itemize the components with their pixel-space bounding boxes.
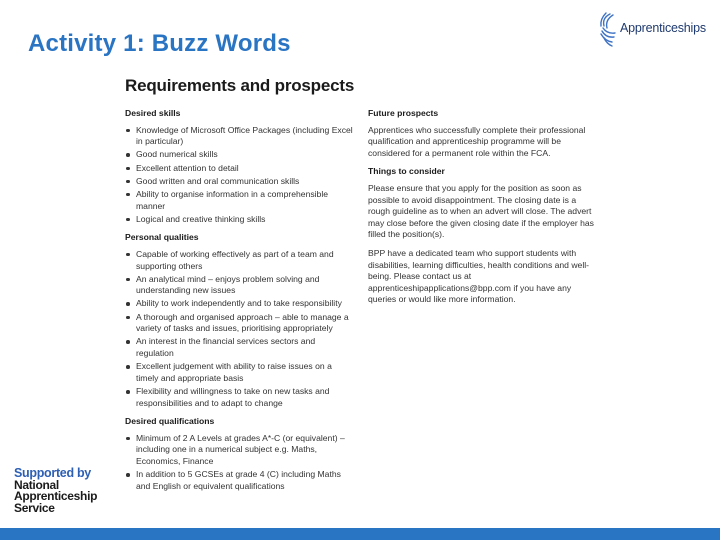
list-item: Excellent judgement with ability to raise issues on a timely and appropriate basis [125, 361, 355, 384]
list-item: An analytical mind – enjoys problem solving and understanding new issues [125, 274, 355, 297]
right-column [368, 108, 594, 313]
list-item: Ability to work independently and to take responsibility [125, 298, 355, 310]
bottom-bar [0, 528, 720, 540]
supported-by-logo [14, 468, 97, 514]
paragraph: BPP have a dedicated team who support students with disabilities, learning difficulties, health conditions and well-being. Please contact us at apprenticeshipapplications@bpp.com if you have any queries or would like more information. [368, 247, 590, 305]
apprenticeships-logo [598, 10, 708, 48]
list-item: Flexibility and willingness to take on new tasks and responsibilities and to adapt to change [125, 386, 355, 409]
logo-text: Apprenticeships [620, 21, 706, 35]
list-item: Knowledge of Microsoft Office Packages (including Excel in particular) [125, 125, 355, 148]
section-heading: Personal qualities [125, 232, 199, 243]
list-item: Excellent attention to detail [125, 163, 355, 175]
nas-text-line: National [14, 477, 59, 492]
section-heading: Things to consider [368, 166, 445, 177]
slide-title: Activity 1: Buzz Words [28, 30, 291, 57]
section-heading: Desired qualifications [125, 416, 215, 427]
future-prospects-section [368, 108, 594, 159]
list-item: Good numerical skills [125, 149, 355, 161]
list-item: Logical and creative thinking skills [125, 214, 355, 226]
list-item: Ability to organise information in a comprehensible manner [125, 189, 355, 212]
list-item: In addition to 5 GCSEs at grade 4 (C) including Maths and English or equivalent qualifications [125, 469, 355, 492]
left-column [125, 108, 355, 499]
list-item: An interest in the financial services sectors and regulation [125, 336, 355, 359]
section-heading: Future prospects [368, 108, 439, 118]
personal-qualities-section [125, 232, 355, 409]
list-item: Minimum of 2 A Levels at grades A*-C (or equivalent) – including one in a numerical subject e.g. Maths, Economics, Finance [125, 433, 355, 468]
apprenticeships-swirl-icon [598, 10, 620, 48]
paragraph: Please ensure that you apply for the position as soon as possible to avoid disappointment. The closing date is a rough guideline as to when an advert will close. The advert may close before the given closing date if the employer has filled the position(s). [368, 182, 594, 240]
nas-text-line: Apprenticeship [14, 489, 98, 503]
desired-qualifications-section [125, 416, 355, 492]
paragraph: Apprentices who successfully complete their professional qualification and apprenticeship programme will be considered for a permanent role within the FCA. [368, 124, 586, 158]
supported-by-text: Supported by [14, 466, 91, 480]
document-image [118, 72, 598, 518]
document-heading: Requirements and prospects [125, 76, 355, 95]
desired-skills-section [125, 108, 355, 225]
nas-text-line: Service [14, 500, 55, 515]
list-item: A thorough and organised approach – able to manage a variety of tasks and issues, prioritising appropriately [125, 312, 355, 335]
things-to-consider-section [368, 166, 594, 306]
list-item: Good written and oral communication skills [125, 176, 355, 188]
section-heading: Desired skills [125, 108, 181, 118]
list-item: Capable of working effectively as part of a team and supporting others [125, 249, 355, 272]
